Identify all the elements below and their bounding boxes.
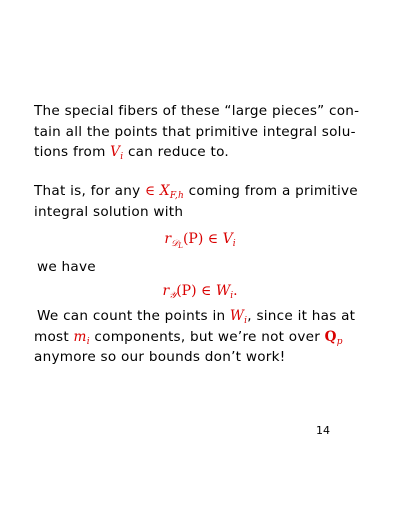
text-line: integral solution with: [34, 203, 184, 220]
text-span: components, but we’re not over: [89, 328, 325, 345]
text-span: That is, for any: [34, 183, 145, 199]
math-subscript: i: [120, 152, 124, 162]
math-script-D: 𝒟: [171, 239, 179, 249]
math-expression: (P) ∈: [182, 231, 223, 247]
equation-reduction-V: [0, 229, 400, 249]
text-we-have: we have: [37, 259, 96, 275]
text-span: , since it has at: [247, 308, 356, 324]
text-span: coming from a primitive: [184, 183, 358, 199]
math-V: V: [222, 231, 233, 247]
paragraph-that-is: [34, 181, 374, 222]
math-subscript: F,h: [169, 191, 185, 201]
math-V: V: [110, 144, 121, 160]
text-span: We can count the points in: [37, 308, 230, 324]
text-span: can reduce to.: [123, 144, 229, 160]
math-r: r: [164, 231, 172, 247]
math-script-Y: 𝒴: [169, 291, 177, 301]
text-line: The special fibers of these “large pieces” con-: [34, 103, 360, 119]
math-subscript: i: [232, 239, 236, 249]
text-span: tions from: [34, 144, 111, 160]
math-W: W: [229, 308, 245, 324]
math-expression: (P) ∈: [176, 283, 216, 299]
math-Q-p: Q: [324, 328, 337, 345]
math-subscript: p: [336, 336, 343, 347]
text-line: anymore so our bounds don’t work!: [34, 349, 286, 365]
math-subscript: L: [178, 242, 183, 250]
math-W: W: [215, 283, 231, 299]
math-subscript: i: [86, 336, 90, 347]
paragraph-large-pieces: [34, 101, 374, 163]
math-subscript: i: [244, 316, 248, 326]
text-line: [34, 142, 374, 163]
text-span: most: [34, 328, 74, 345]
math-r: r: [162, 283, 170, 299]
math-subscript: i: [230, 291, 234, 301]
math-m: m: [73, 328, 87, 345]
math-element-of: ∈: [144, 183, 160, 199]
paragraph-count-points: [34, 306, 377, 368]
text-line: tain all the points that primitive integral solu-: [34, 123, 356, 140]
text-line: [34, 181, 374, 202]
text-line: [34, 327, 377, 348]
page-number: 14: [316, 424, 330, 437]
math-period: .: [233, 283, 238, 299]
math-X: X: [159, 183, 170, 199]
equation-reduction-W: [0, 281, 400, 301]
text-line: [37, 306, 377, 327]
